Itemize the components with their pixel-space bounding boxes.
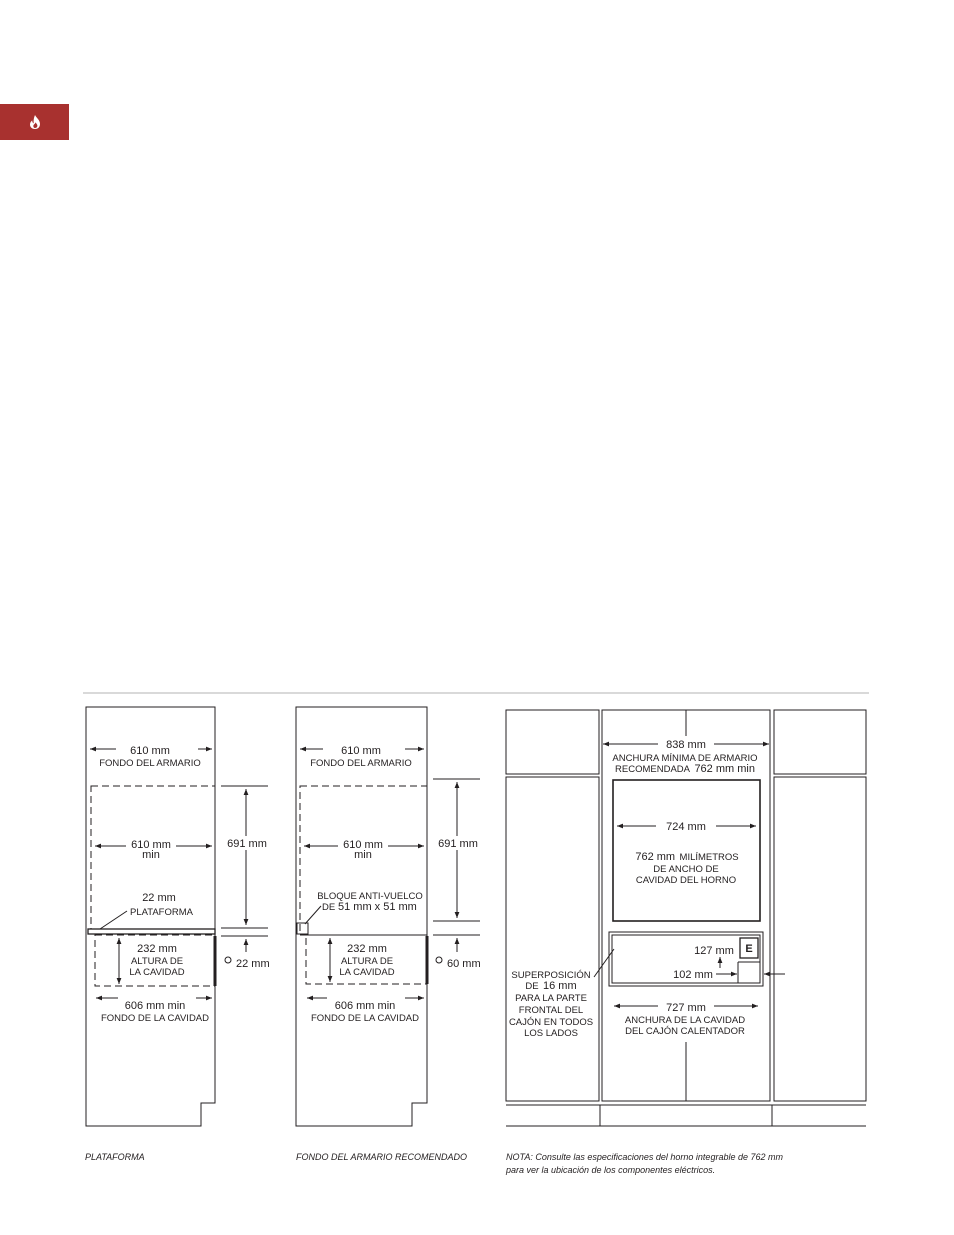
- drawer-width-value: 727 mm: [666, 1002, 706, 1014]
- min-depth-value: 610 mm: [343, 839, 383, 851]
- drawer-width-label-2: DEL CAJÓN CALENTADOR: [625, 1026, 745, 1037]
- cab-width-label-2: RECOMENDADA: [615, 764, 690, 775]
- elec-value: 102 mm: [673, 969, 713, 981]
- note-line-1: NOTA: Consulte las especificaciones del horno integrable de 762 mm: [506, 1152, 783, 1162]
- drawer-width-label-1: ANCHURA DE LA CAVIDAD: [624, 1015, 746, 1026]
- oven-label-3: CAVIDAD DEL HORNO: [635, 875, 737, 886]
- caption-recommended-depth: FONDO DEL ARMARIO RECOMENDADO: [296, 1152, 468, 1162]
- right-upper-panel: [774, 710, 866, 774]
- caption-platform: PLATAFORMA: [85, 1152, 145, 1162]
- cab-width-label-value: 762 mm min: [694, 763, 755, 775]
- platform-value: 22 mm: [142, 892, 176, 904]
- cab-depth-value: 610 mm: [341, 745, 381, 757]
- height-value: 691 mm: [227, 838, 267, 850]
- overlap-5: CAJÓN EN TODOS: [508, 1017, 594, 1028]
- diagram-platform: [86, 707, 272, 1126]
- cab-depth-value: 610 mm: [130, 745, 170, 757]
- cavity-d-label: FONDO DE LA CAVIDAD: [100, 1013, 210, 1024]
- handle-icon: [225, 957, 231, 963]
- cavity-d-label: FONDO DE LA CAVIDAD: [310, 1013, 420, 1024]
- handle-icon: [436, 957, 442, 963]
- overlap-4: FRONTAL DEL: [518, 1005, 584, 1016]
- min-depth-sub: min: [142, 849, 160, 861]
- cavity-h-value: 232 mm: [347, 943, 387, 955]
- block-prefix: DE: [322, 902, 336, 913]
- cab-depth-label: FONDO DEL ARMARIO: [99, 758, 201, 769]
- cavity-d-value: 606 mm min: [334, 1000, 396, 1012]
- cavity-h-value: 232 mm: [137, 943, 177, 955]
- platform-label: PLATAFORMA: [130, 907, 193, 918]
- side-value: 22 mm: [236, 958, 270, 970]
- cavity-h-label-1: ALTURA DE: [130, 956, 184, 967]
- note-line-2: para ver la ubicación de los componentes eléctricos.: [506, 1165, 716, 1175]
- block-label: BLOQUE ANTI-VUELCO: [317, 891, 423, 902]
- oven-label-2: DE ANCHO DE: [653, 864, 719, 875]
- oven-width-value: 724 mm: [666, 821, 706, 833]
- diagram-recommended-depth: [296, 707, 483, 1126]
- block-value: 51 mm x 51 mm: [338, 901, 417, 913]
- platform-leader: [100, 911, 127, 929]
- right-lower-panel: [774, 777, 866, 1101]
- side-value: 60 mm: [447, 958, 481, 970]
- oven-label-line-1: [635, 847, 738, 864]
- overlap-6: LOS LADOS: [524, 1028, 578, 1039]
- block-leader: [305, 906, 321, 924]
- min-depth-sub: min: [354, 849, 372, 861]
- anti-tip-block: [297, 923, 308, 934]
- overlap-3: PARA LA PARTE: [515, 993, 587, 1004]
- cavity-d-value: 606 mm min: [124, 1000, 186, 1012]
- oven-label-value: 762 mm: [635, 851, 676, 863]
- drawer-height-value: 127 mm: [694, 945, 734, 957]
- cab-width-label-1: ANCHURA MÍNIMA DE ARMARIO: [612, 753, 758, 764]
- oven-label-1: MILÍMETROS: [679, 852, 739, 863]
- overlap-2-value: 16 mm: [543, 980, 577, 992]
- cab-width-value: 838 mm: [666, 739, 706, 751]
- cavity-h-label-2: LA CAVIDAD: [129, 967, 185, 978]
- cavity-h-label-1: ALTURA DE: [340, 956, 394, 967]
- overlap-2-prefix: DE: [525, 981, 539, 992]
- e-marker: E: [745, 943, 753, 955]
- height-value: 691 mm: [438, 838, 478, 850]
- min-depth-value: 610 mm: [131, 839, 171, 851]
- overlap-1: SUPERPOSICIÓN: [511, 970, 591, 981]
- cavity-h-label-2: LA CAVIDAD: [339, 967, 395, 978]
- left-lower-panel: [506, 777, 599, 1101]
- left-upper-panel: [506, 710, 599, 774]
- diagram-front-elevation: [506, 710, 866, 1126]
- platform-board: [88, 929, 215, 934]
- cabinet-outline: [296, 707, 427, 1126]
- overlap-leader: [594, 949, 614, 977]
- cab-depth-label: FONDO DEL ARMARIO: [310, 758, 412, 769]
